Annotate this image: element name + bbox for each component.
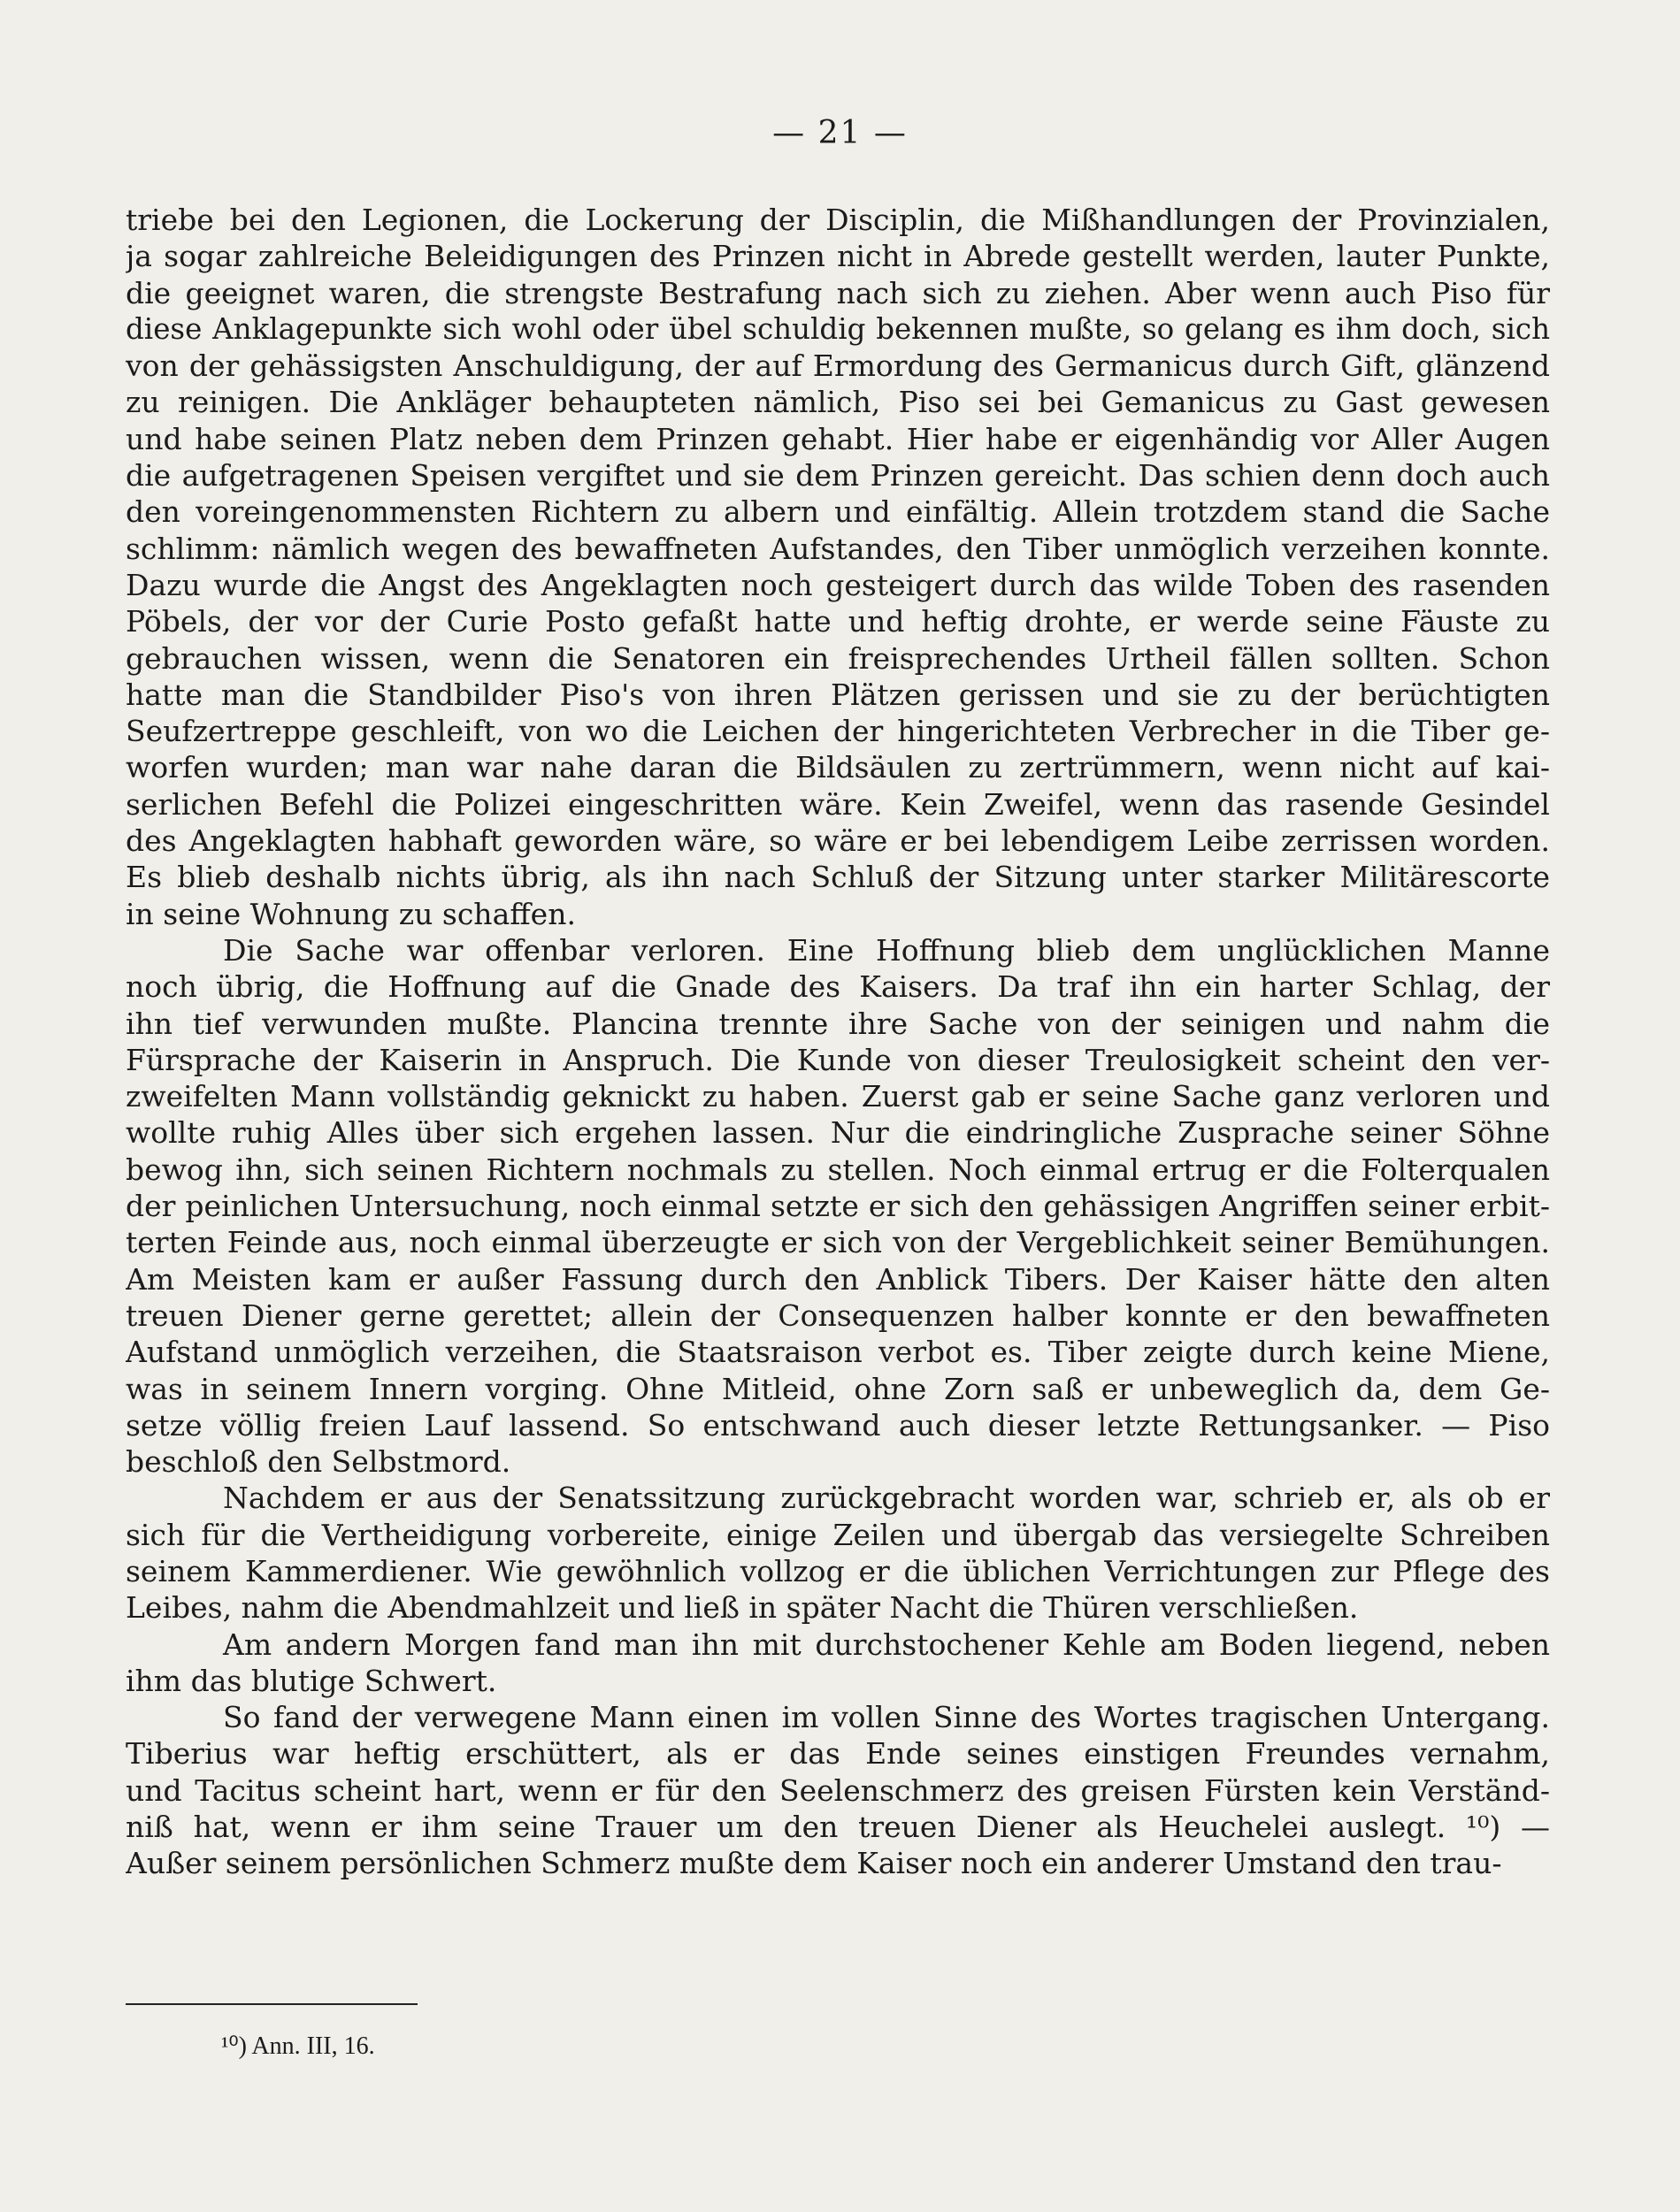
paragraph	[126, 932, 1550, 1480]
text-line: Am andern Morgen fand man ihn mit durchstochener Kehle am Boden liegend, neben	[223, 1626, 1550, 1662]
text-line: in seine Wohnung zu schaffen.	[126, 896, 576, 931]
text-line: ja sogar zahlreiche Beleidigungen des Prinzen nicht in Abrede gestellt werden, lauter Punkte,	[126, 239, 1550, 274]
paragraph	[126, 1699, 1550, 1881]
text-line: gebrauchen wissen, wenn die Senatoren ein freisprechendes Urtheil fällen sollten. Schon	[126, 640, 1550, 676]
text-line: schlimm: nämlich wegen des bewaffneten Aufstandes, den Tiber unmöglich verzeihen konnte.	[126, 531, 1550, 566]
text-line: Die Sache war offenbar verloren. Eine Hoffnung blieb dem unglücklichen Manne	[223, 932, 1550, 968]
body-text	[126, 202, 1550, 1882]
page-number: — 21 —	[772, 115, 908, 151]
text-line: serlichen Befehl die Polizei eingeschritten wäre. Kein Zweifel, wenn das rasende Gesindel	[126, 786, 1550, 822]
text-line: diese Anklagepunkte sich wohl oder übel schuldig bekennen mußte, so gelang es ihm doch, sich	[126, 311, 1550, 346]
text-line: des Angeklagten habhaft geworden wäre, so wäre er bei lebendigem Leibe zerrissen worden.	[126, 823, 1550, 859]
paragraph	[126, 202, 1550, 932]
text-line: So fand der verwegene Mann einen im vollen Sinne des Wortes tragischen Untergang.	[223, 1700, 1550, 1735]
text-line: beschloß den Selbstmord.	[126, 1444, 511, 1480]
text-line: was in seinem Innern vorging. Ohne Mitleid, ohne Zorn saß er unbeweglich da, dem Ge-	[126, 1371, 1550, 1406]
text-line: Leibes, nahm die Abendmahlzeit und ließ in später Nacht die Thüren verschließen.	[126, 1590, 1359, 1626]
text-line: Am Meisten kam er außer Fassung durch den Anblick Tibers. Der Kaiser hätte den alten	[126, 1261, 1550, 1297]
text-line: worfen wurden; man war nahe daran die Bildsäulen zu zertrümmern, wenn nicht auf kai-	[126, 750, 1550, 785]
text-line: zweifelten Mann vollständig geknickt zu haben. Zuerst gab er seine Sache ganz verloren und	[126, 1079, 1550, 1114]
text-line: der peinlichen Untersuchung, noch einmal setzte er sich den gehässigen Angriffen seiner erbit-	[126, 1189, 1550, 1224]
text-line: Dazu wurde die Angst des Angeklagten noch gesteigert durch das wilde Toben des rasenden	[126, 567, 1550, 602]
text-line: Fürsprache der Kaiserin in Anspruch. Die Kunde von dieser Treulosigkeit scheint den ver-	[126, 1042, 1550, 1077]
text-line: ihn tief verwunden mußte. Plancina trennte ihre Sache von der seinigen und nahm die	[126, 1006, 1550, 1041]
text-line: triebe bei den Legionen, die Lockerung der Disciplin, die Mißhandlungen der Provinzialen,	[126, 203, 1550, 237]
text-line: und Tacitus scheint hart, wenn er für den Seelenschmerz des greisen Fürsten kein Verständ-	[126, 1772, 1550, 1808]
text-line: bewog ihn, sich seinen Richtern nochmals zu stellen. Noch einmal ertrug er die Folterqualen	[126, 1152, 1550, 1187]
text-line: setze völlig freien Lauf lassend. So entschwand auch dieser letzte Rettungsanker. — Piso	[126, 1407, 1550, 1443]
text-line: Seufzertreppe geschleift, von wo die Leichen der hingerichteten Verbrecher in die Tiber ge-	[126, 714, 1550, 749]
paragraph	[126, 1626, 1550, 1700]
text-line: die geeignet waren, die strengste Bestrafung nach sich zu ziehen. Aber wenn auch Piso für	[126, 275, 1550, 310]
footnote-rule	[126, 2003, 418, 2005]
text-line: Aufstand unmöglich verzeihen, die Staatsraison verbot es. Tiber zeigte durch keine Miene,	[126, 1335, 1550, 1370]
text-line: den voreingenommensten Richtern zu albern und einfältig. Allein trotzdem stand die Sache	[126, 494, 1550, 530]
text-line: hatte man die Standbilder Piso's von ihren Plätzen gerissen und sie zu der berüchtigten	[126, 677, 1550, 712]
text-line: wollte ruhig Alles über sich ergehen lassen. Nur die eindringliche Zusprache seiner Söhne	[126, 1115, 1550, 1151]
text-line: terten Feinde aus, noch einmal überzeugte er sich von der Vergeblichkeit seiner Bemühungen.	[126, 1225, 1550, 1260]
text-line: treuen Diener gerne gerettet; allein der Consequenzen halber konnte er den bewaffneten	[126, 1297, 1550, 1333]
text-line: Pöbels, der vor der Curie Posto gefaßt hatte und heftig drohte, er werde seine Fäuste zu	[126, 604, 1550, 639]
footnote: ¹⁰) Ann. III, 16.	[221, 2032, 375, 2060]
text-line: sich für die Vertheidigung vorbereite, einige Zeilen und übergab das versiegelte Schreiben	[126, 1517, 1550, 1552]
text-line: von der gehässigsten Anschuldigung, der auf Ermordung des Germanicus durch Gift, glänzend	[126, 348, 1550, 384]
text-line: Es blieb deshalb nichts übrig, als ihn nach Schluß der Sitzung unter starker Militärescorte	[126, 860, 1550, 895]
text-line: ihm das blutige Schwert.	[126, 1663, 497, 1698]
text-line: niß hat, wenn er ihm seine Trauer um den treuen Diener als Heuchelei auslegt. ¹⁰) —	[126, 1810, 1550, 1845]
text-line: die aufgetragenen Speisen vergiftet und sie dem Prinzen gereicht. Das schien denn doch auch	[126, 458, 1550, 494]
text-line: zu reinigen. Die Ankläger behaupteten nämlich, Piso sei bei Gemanicus zu Gast gewesen	[126, 385, 1550, 420]
text-line: seinem Kammerdiener. Wie gewöhnlich vollzog er die üblichen Verrichtungen zur Pflege des	[126, 1553, 1550, 1588]
paragraph	[126, 1480, 1550, 1626]
text-line: Tiberius war heftig erschüttert, als er das Ende seines einstigen Freundes vernahm,	[126, 1736, 1550, 1772]
text-line: Außer seinem persönlichen Schmerz mußte dem Kaiser noch ein anderer Umstand den trau-	[126, 1846, 1502, 1881]
text-line: Nachdem er aus der Senatssitzung zurückgebracht worden war, schrieb er, als ob er	[223, 1481, 1550, 1516]
text-line: und habe seinen Platz neben dem Prinzen gehabt. Hier habe er eigenhändig vor Aller Augen	[126, 421, 1550, 456]
text-line: noch übrig, die Hoffnung auf die Gnade des Kaisers. Da traf ihn ein harter Schlag, der	[126, 969, 1550, 1005]
